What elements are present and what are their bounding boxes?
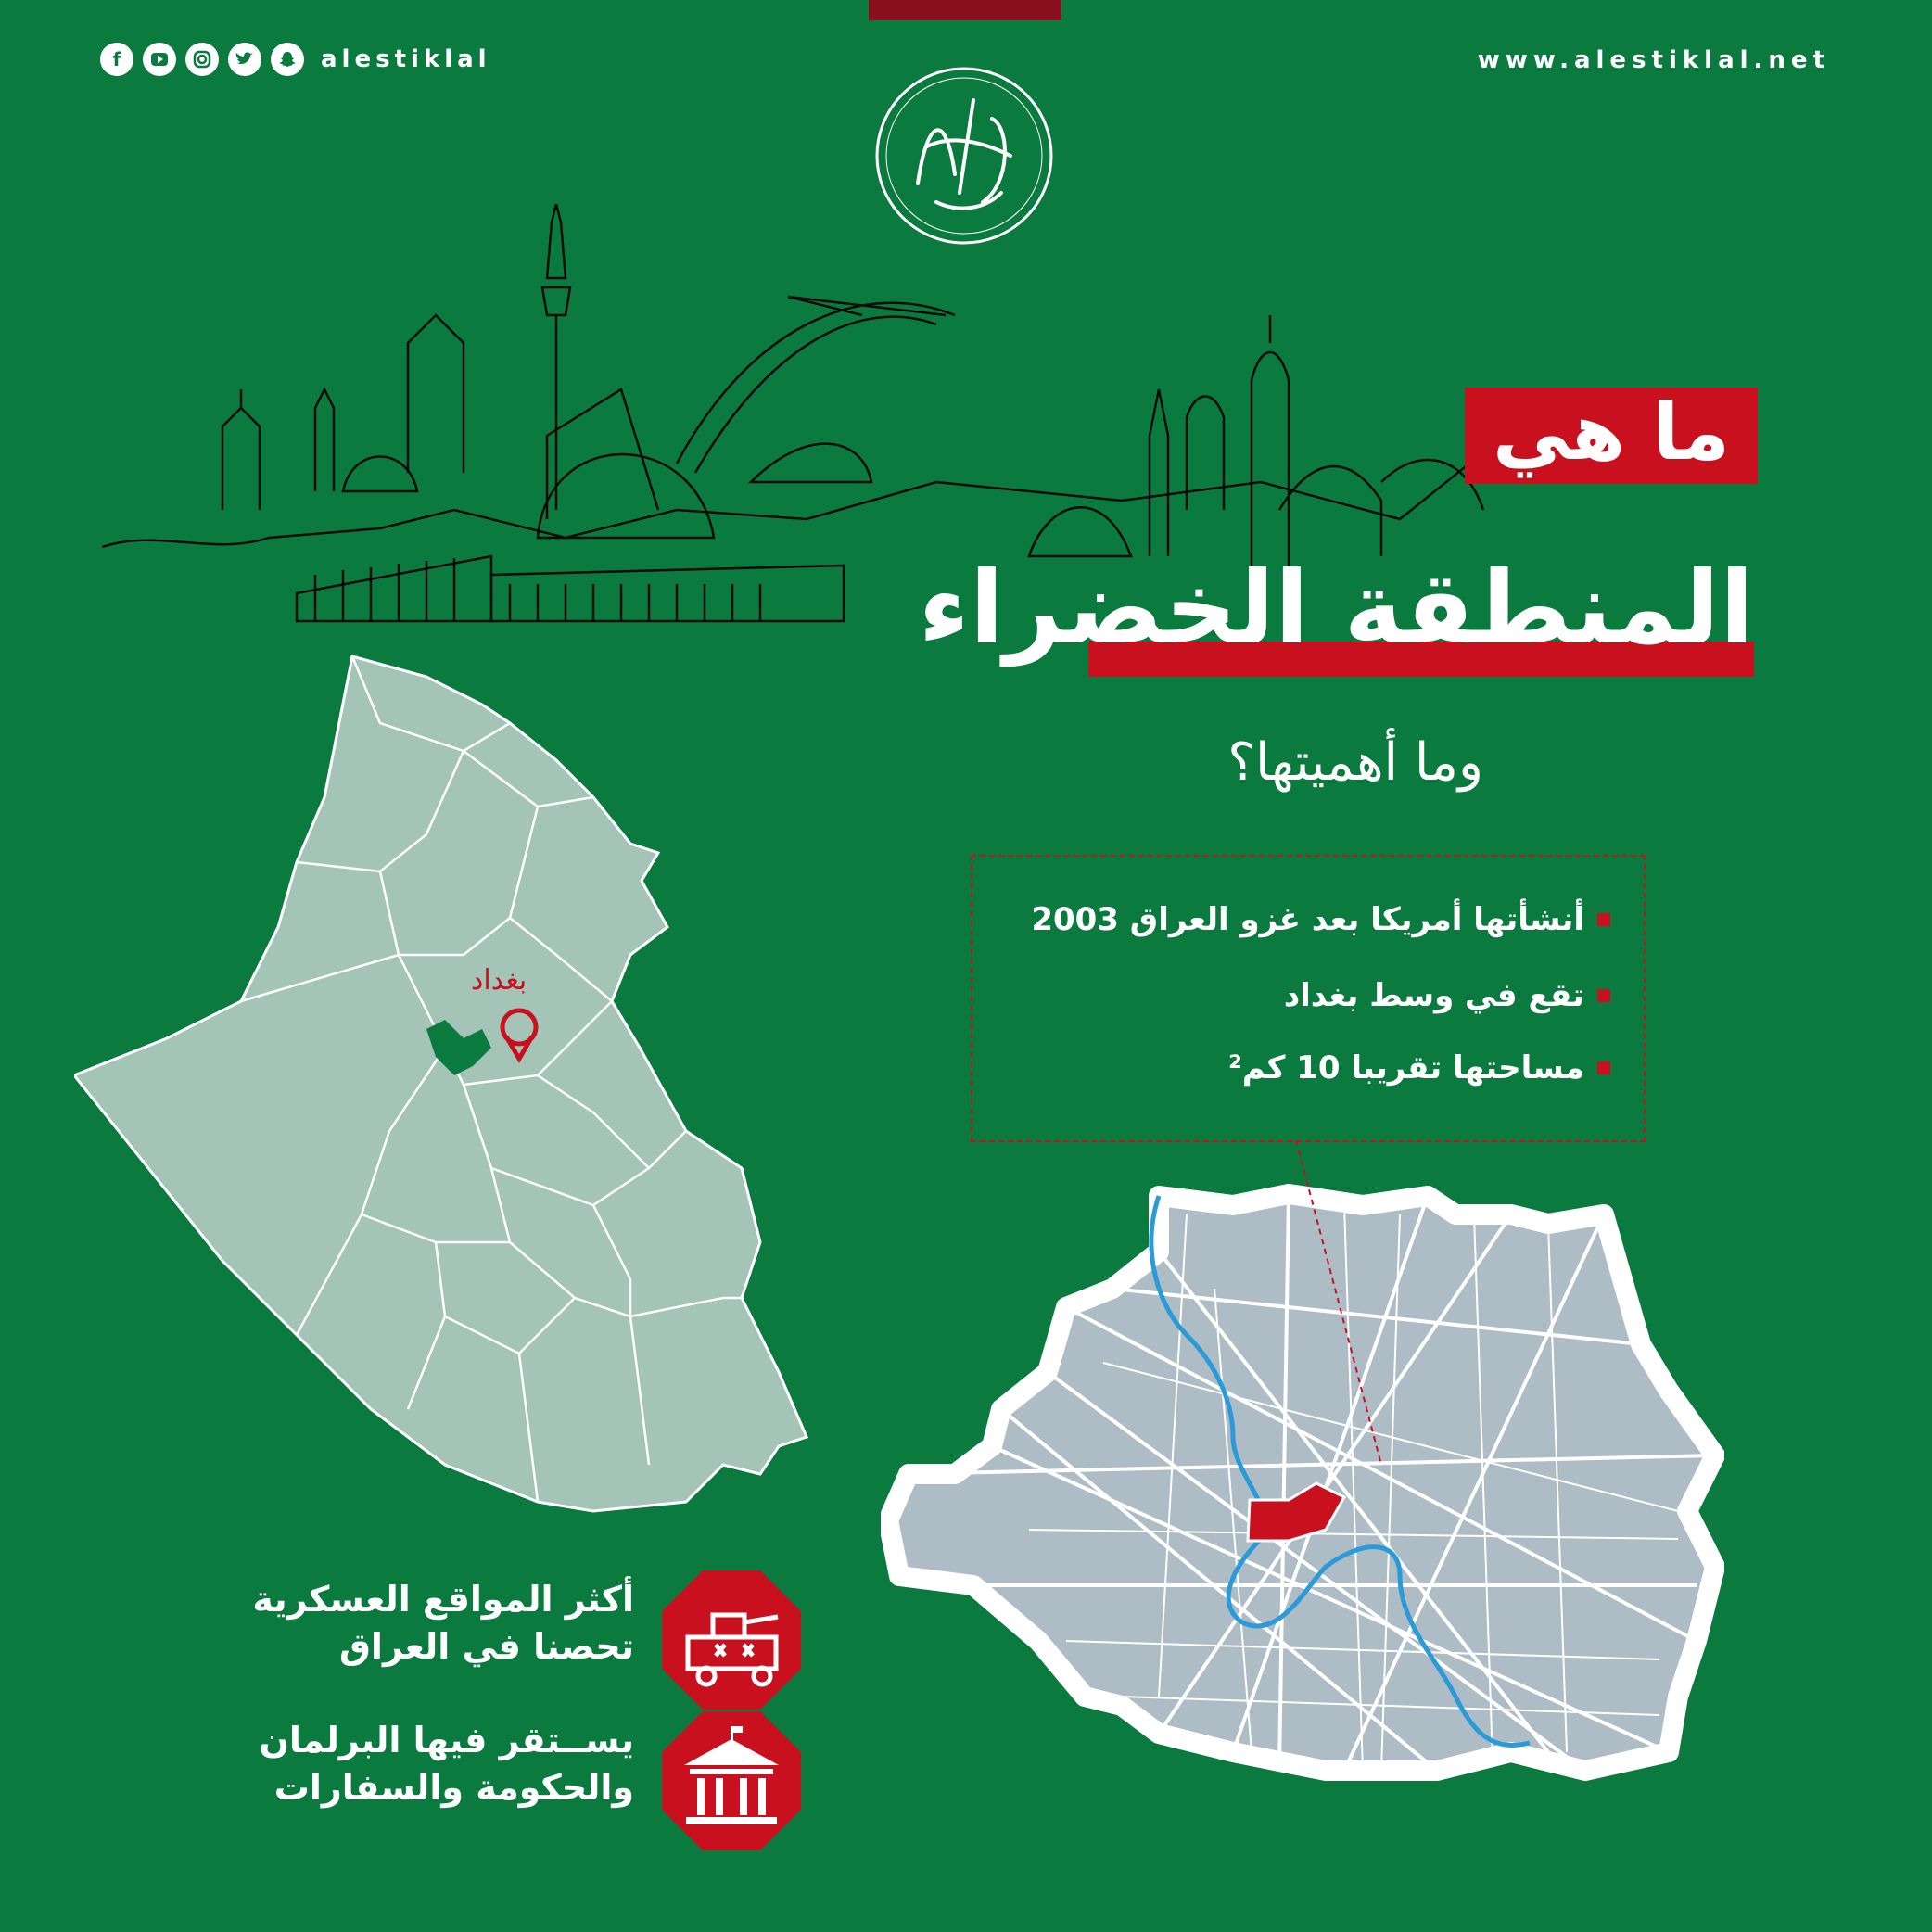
fact-text: أنشأتها أمريكا بعد غزو العراق 2003 (1031, 901, 1584, 938)
top-accent-bar (869, 0, 1061, 20)
bullet-icon (1597, 1061, 1610, 1074)
instagram-icon[interactable] (185, 43, 219, 76)
title-question-label: ما هي (1465, 388, 1758, 484)
page-title: المنطقة الخضراء (918, 551, 1754, 667)
feature-line: والحكومة والسفارات (273, 1767, 634, 1809)
snapchat-icon[interactable] (271, 43, 304, 76)
feature-parliament (259, 1717, 634, 1812)
baghdad-map-label: بغداد (471, 964, 527, 997)
twitter-icon[interactable] (228, 43, 261, 76)
social-links (100, 43, 491, 76)
facebook-icon[interactable]: f (100, 43, 133, 76)
facts-box (971, 855, 1646, 1142)
connector-line (1289, 1140, 1391, 1474)
military-vehicle-icon (662, 1570, 801, 1710)
feature-line: أكثر المواقع العسكرية (252, 1579, 634, 1620)
feature-military (252, 1576, 634, 1671)
social-handle: alestiklal (321, 45, 491, 73)
fact-item (1284, 977, 1610, 1014)
fact-item (1031, 901, 1610, 938)
youtube-icon[interactable] (143, 43, 176, 76)
website-url[interactable]: www.alestiklal.net (1477, 46, 1830, 74)
feature-line: يســتقر فيها البرلمان (259, 1720, 634, 1760)
fact-item (1228, 1049, 1610, 1087)
bullet-icon (1597, 913, 1610, 926)
iraq-map (74, 649, 834, 1520)
bullet-icon (1597, 989, 1610, 1002)
page-subtitle: وما أهميتها؟ (1227, 732, 1483, 793)
feature-line: تحصنا في العراق (338, 1626, 634, 1668)
fact-text: مساحتها تقريبا 10 كم² (1228, 1049, 1584, 1087)
fact-text: تقع في وسط بغداد (1283, 977, 1584, 1014)
government-building-icon (662, 1711, 801, 1850)
